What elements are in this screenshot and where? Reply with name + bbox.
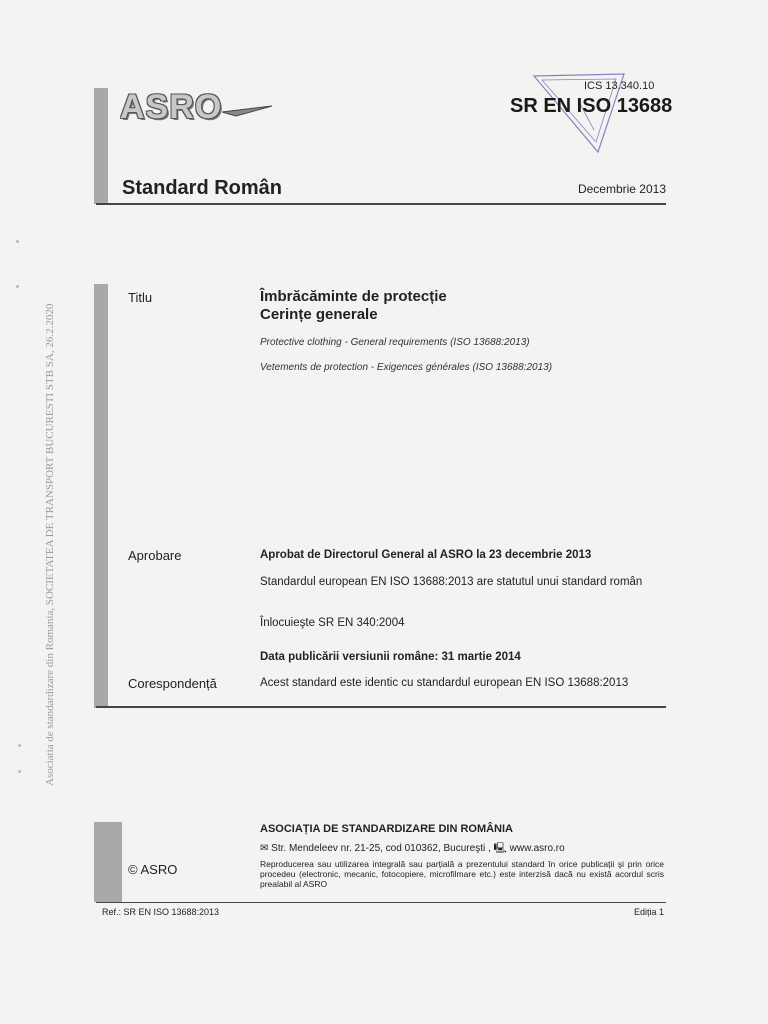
copyright: © ASRO [128, 862, 178, 877]
title-label: Titlu [128, 290, 153, 305]
publication-date: Data publicării versiunii române: 31 martie 2014 [260, 651, 521, 663]
title-romanian-line2: Cerințe generale [260, 306, 378, 323]
address-text: Str. Mendeleev nr. 21-25, cod 010362, Bucureşti , [271, 843, 491, 854]
website-link[interactable]: www.asro.ro [509, 843, 565, 854]
content-gray-bar [94, 284, 108, 708]
header-gray-bar [94, 88, 108, 204]
header-divider [96, 203, 666, 205]
content-divider [96, 706, 666, 708]
reference: Ref.: SR EN ISO 13688:2013 [102, 907, 220, 917]
envelope-icon: ✉ [260, 843, 269, 854]
edition: Ediția 1 [633, 907, 664, 917]
address-line [260, 841, 565, 858]
status-statement: Standardul european EN ISO 13688:2013 are statutul unui standard român [260, 576, 643, 588]
title-english: Protective clothing - General requirements (ISO 13688:2013) [260, 337, 530, 348]
footer-divider [96, 902, 666, 903]
scan-dot [16, 285, 19, 288]
scan-dot [16, 240, 19, 243]
approval-label: Aprobare [128, 548, 182, 563]
scan-dot [18, 744, 21, 747]
association-name: ASOCIAȚIA DE STANDARDIZARE DIN ROMÂNIA [260, 823, 513, 835]
reproduction-notice: Reproducerea sau utilizarea integrală sau parțială a prezentului standard în orice publicații şi prin orice procedeu (electronic, mecanic, fotocopiere, microfilmare etc.) este interzisă dacă nu există acordul scris prealabil al ASRO [260, 859, 664, 889]
computer-icon: 🖳 [493, 843, 507, 854]
logo-swoosh-icon [222, 104, 274, 118]
side-watermark: Asociatia de standardizare din Romania, SOCIETATEA DE TRANSPORT BUCURESTI STB SA, 26.2.2020 [44, 303, 56, 786]
asro-logo: ASRO [120, 88, 223, 126]
ics-code: ICS 13.340.10 [584, 80, 655, 92]
publication-month: Decembrie 2013 [577, 182, 666, 196]
title-romanian-line1: Îmbrăcăminte de protecție [260, 288, 447, 305]
scan-dot [18, 770, 21, 773]
document-type: Standard Român [122, 177, 283, 199]
standard-code: SR EN ISO 13688 [510, 95, 673, 117]
correspondence-label: Corespondență [128, 676, 217, 691]
footer-gray-bar [94, 822, 122, 902]
replaces-statement: Înlocuieşte SR EN 340:2004 [260, 617, 405, 629]
title-french: Vetements de protection - Exigences générales (ISO 13688:2013) [260, 362, 553, 373]
correspondence-text: Acest standard este identic cu standardul european EN ISO 13688:2013 [260, 677, 629, 689]
approval-statement: Aprobat de Directorul General al ASRO la 23 decembrie 2013 [260, 549, 592, 561]
